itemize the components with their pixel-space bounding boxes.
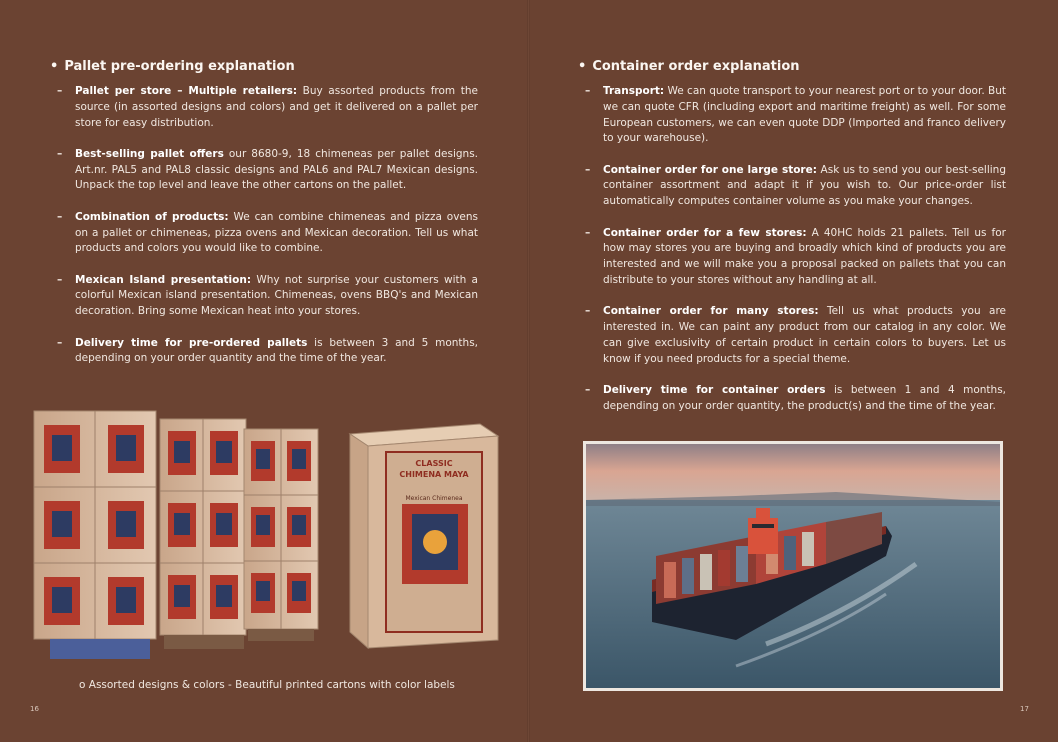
list-item — [582, 383, 1006, 415]
item-text: We can quote transport to your nearest port or to your door. But we can quote CFR (including export and maritime freight) as well. For some European customers, we can even quote DDP (Imported and franco delivery to your warehouse). — [603, 85, 1006, 145]
dash-marker: – — [57, 147, 63, 160]
dash-marker: – — [585, 305, 591, 318]
title-bullet: • — [50, 59, 59, 74]
dash-marker: – — [57, 273, 63, 286]
item-lead: Container order for many stores: — [603, 305, 819, 318]
item-text: Why not surprise your customers with a colorful Mexican island presentation. Chimeneas, ovens BBQ's and Mexican decoration. Bring some Mexican heat into your stores. — [75, 273, 478, 318]
list-item — [54, 210, 478, 257]
image-caption: o Assorted designs & colors - Beautiful printed cartons with color labels — [79, 679, 455, 691]
dash-marker: – — [585, 383, 591, 396]
dash-marker: – — [57, 336, 63, 349]
left-bullet-list — [54, 84, 478, 383]
item-text: our 8680-9, 18 chimeneas per pallet designs. Art.nr. PAL5 and PAL8 classic designs and PAL6 and PAL7 Mexican designs. Unpack the top level and leave the other cartons on the pallet. — [75, 147, 478, 192]
list-item — [54, 273, 478, 320]
list-item — [54, 84, 478, 131]
classic-chimena-maya-carton-image — [346, 420, 501, 650]
right-title-text: Container order explanation — [592, 59, 800, 74]
item-lead: Delivery time for container orders — [603, 383, 826, 396]
carton-label-line3: Mexican Chimenea — [405, 495, 463, 502]
list-item — [54, 147, 478, 194]
item-lead: Pallet per store – Multiple retailers: — [75, 85, 298, 97]
item-lead: Container order for a few stores: — [603, 226, 807, 239]
dash-marker: – — [585, 226, 591, 239]
left-section-title — [50, 59, 295, 74]
dash-marker: – — [57, 85, 63, 97]
item-lead: Transport: — [603, 85, 665, 97]
list-item — [54, 336, 478, 368]
pallets-of-cartons-image — [30, 403, 330, 668]
list-item — [582, 304, 1006, 367]
left-title-text: Pallet pre-ordering explanation — [64, 59, 295, 74]
item-lead: Delivery time for pre-ordered pallets — [75, 336, 308, 349]
dash-marker: – — [57, 210, 63, 223]
page-number-right: 17 — [1020, 705, 1029, 713]
list-item — [582, 226, 1006, 289]
item-text: Ask us to send you our best-selling container assortment and adapt it if you wish to. Our price-order list automatically computes container volume as you make your changes. — [603, 163, 1006, 208]
item-lead: Combination of products: — [75, 210, 229, 223]
item-text: A 40HC holds 21 pallets. Tell us for how may stores you are buying and broadly which kind of products you are interested and we will make you a proposal packed on pallets that you can distribute to your stores without any handling at all. — [603, 226, 1006, 286]
list-item — [582, 84, 1006, 147]
item-text: Tell us what products you are interested in. We can paint any product from our catalog in any color. We can give exclusivity of certain product in certain colors to buyers. Let us know if you need products for a special theme. — [603, 305, 1006, 365]
page-gutter — [527, 0, 530, 742]
carton-label-line2: CHIMENA MAYA — [399, 470, 469, 479]
item-text: We can combine chimeneas and pizza ovens on a pallet or chimeneas, pizza ovens and Mexican decoration. Tell us what products and colors you would like to combine. — [75, 210, 478, 255]
list-item — [582, 163, 1006, 210]
item-text: is between 3 and 5 months, depending on your order quantity and the time of the year. — [75, 336, 478, 365]
item-text: Buy assorted products from the source (in assorted designs and colors) and get it delivered on a pallet per store for easy distribution. — [75, 85, 478, 129]
right-bullet-list — [582, 84, 1006, 430]
dash-marker: – — [585, 85, 591, 97]
item-text: is between 1 and 4 months, depending on your order quantity, the product(s) and the time of the year. — [603, 383, 1007, 412]
item-lead: Mexican Island presentation: — [75, 273, 252, 286]
title-bullet: • — [578, 59, 587, 74]
container-ship-illustration — [586, 444, 1000, 688]
carton-label-line1: CLASSIC — [415, 459, 453, 468]
item-lead: Best-selling pallet offers — [75, 147, 224, 160]
right-section-title — [578, 59, 800, 74]
item-lead: Container order for one large store: — [603, 163, 817, 176]
dash-marker: – — [585, 163, 591, 176]
page-number-left: 16 — [30, 705, 39, 713]
container-ship-photo — [583, 441, 1003, 691]
